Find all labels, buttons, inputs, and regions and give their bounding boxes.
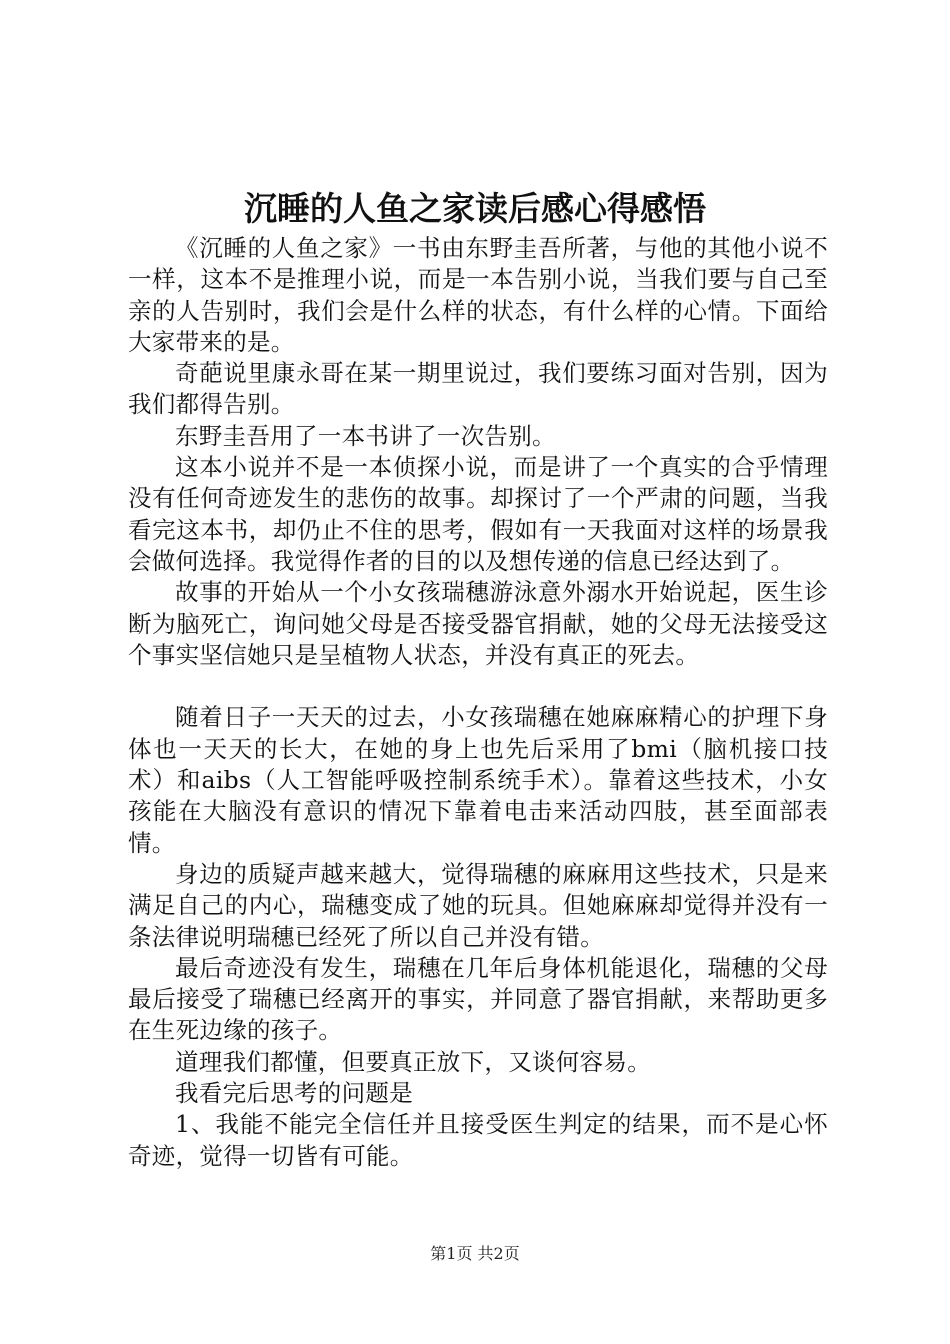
blank-line — [128, 671, 828, 702]
paragraph: 奇葩说里康永哥在某一期里说过，我们要练习面对告别，因为我们都得告别。 — [128, 359, 828, 419]
document-title: 沉睡的人鱼之家读后感心得感悟 — [244, 189, 706, 228]
paragraph: 最后奇迹没有发生，瑞穗在几年后身体机能退化，瑞穗的父母最后接受了瑞穗已经离开的事实，并同意了器官捐献，来帮助更多在生死边缘的孩子。 — [128, 953, 828, 1045]
paragraph: 这本小说并不是一本侦探小说，而是讲了一个真实的合乎情理没有任何奇迹发生的悲伤的故事。却探讨了一个严肃的问题，当我看完这本书，却仍止不住的思考，假如有一天我面对这样的场景我会做何选择。我觉得作者的目的以及想传递的信息已经达到了。 — [128, 453, 828, 575]
page-number-footer: 第1页 共2页 — [430, 1244, 520, 1263]
paragraph: 《沉睡的人鱼之家》一书由东野圭吾所著，与他的其他小说不一样，这本不是推理小说，而是一本告别小说，当我们要与自己至亲的人告别时，我们会是什么样的状态，有什么样的心情。下面给大家带来的是。 — [128, 234, 828, 356]
paragraph: 道理我们都懂，但要真正放下，又谈何容易。 — [175, 1047, 651, 1076]
paragraph: 东野圭吾用了一本书讲了一次告别。 — [175, 421, 556, 450]
paragraph: 我看完后思考的问题是 — [175, 1079, 413, 1108]
paragraph: 1、我能不能完全信任并且接受医生判定的结果，而不是心怀奇迹，觉得一切皆有可能。 — [128, 1110, 828, 1170]
paragraph: 身边的质疑声越来越大，觉得瑞穗的麻麻用这些技术，只是来满足自己的内心，瑞穗变成了她的玩具。但她麻麻却觉得并没有一条法律说明瑞穗已经死了所以自己并没有错。 — [128, 859, 828, 951]
paragraph: 随着日子一天天的过去，小女孩瑞穗在她麻麻精心的护理下身体也一天天的长大，在她的身上也先后采用了bmi（脑机接口技术）和aibs（人工智能呼吸控制系统手术）。靠着这些技术，小女孩能在大脑没有意识的情况下靠着电击来活动四肢，甚至面部表情。 — [128, 703, 828, 857]
paragraph: 故事的开始从一个小女孩瑞穗游泳意外溺水开始说起，医生诊断为脑死亡，询问她父母是否接受器官捐献，她的父母无法接受这个事实坚信她只是呈植物人状态，并没有真正的死去。 — [128, 578, 828, 669]
document-body — [128, 233, 828, 1172]
